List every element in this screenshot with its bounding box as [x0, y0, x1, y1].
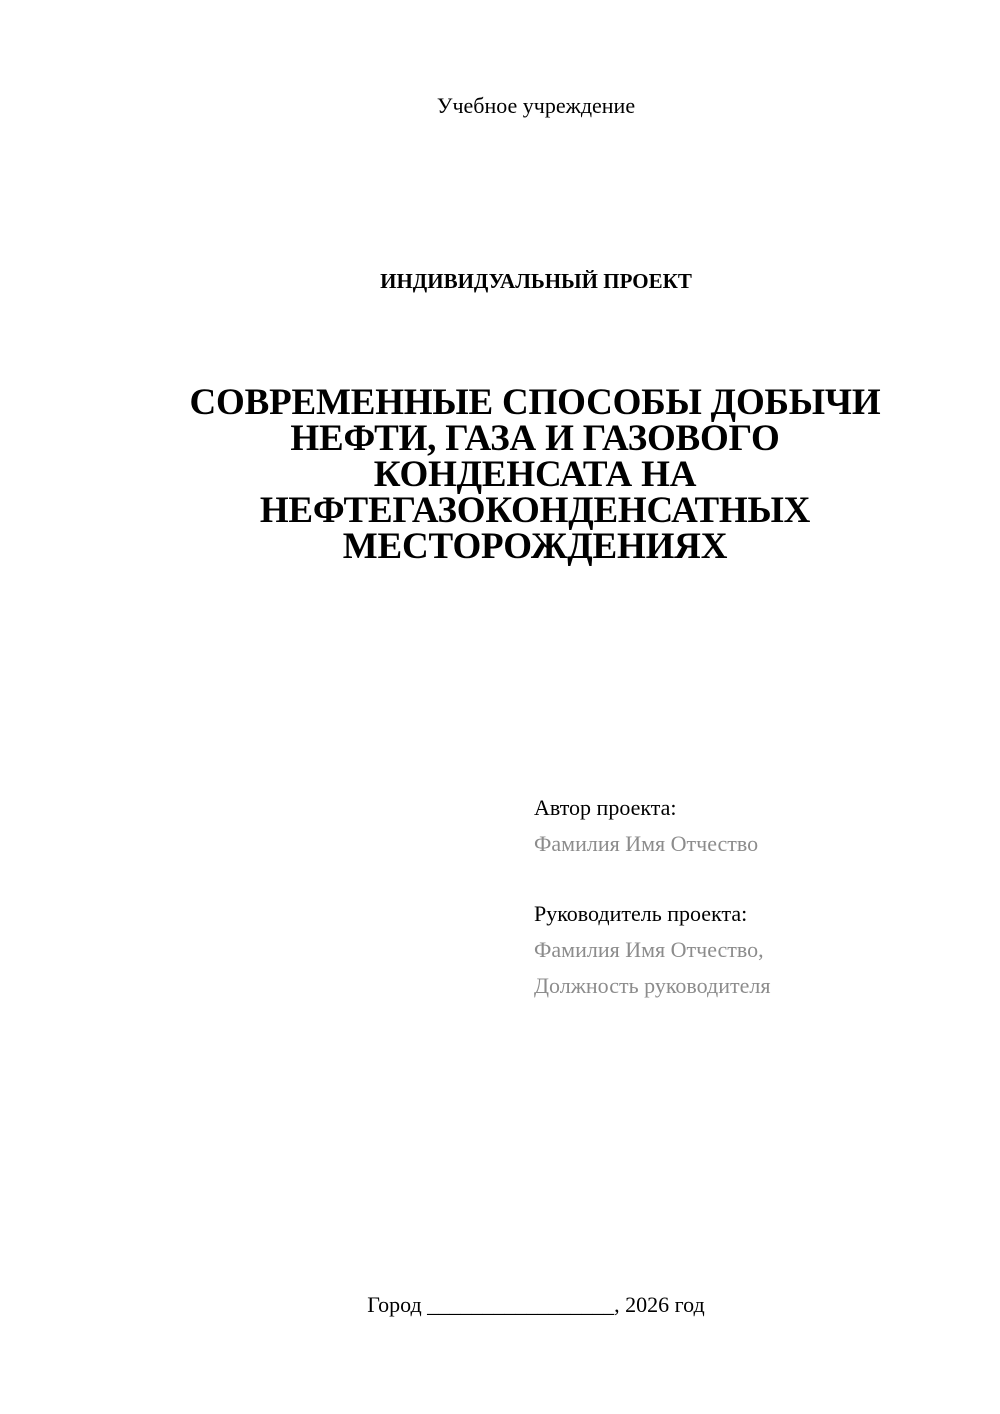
supervisor-position: Должность руководителя	[534, 973, 771, 998]
project-title-line: НЕФТИ, ГАЗА И ГАЗОВОГО	[290, 418, 780, 459]
project-type-heading: ИНДИВИДУАЛЬНЫЙ ПРОЕКТ	[380, 269, 692, 293]
supervisor-name: Фамилия Имя Отчество,	[534, 937, 764, 962]
info-spacer	[534, 862, 974, 896]
project-title-line: СОВРЕМЕННЫЕ СПОСОБЫ ДОБЫЧИ	[189, 382, 881, 423]
institution-name: Учебное учреждение	[436, 93, 636, 118]
author-label: Автор проекта:	[534, 795, 677, 820]
project-info-block	[534, 790, 974, 1004]
project-title-line: КОНДЕНСАТА НА	[373, 454, 697, 495]
city-year-footer: Город _________________, 2026 год	[367, 1292, 705, 1317]
project-title-line: НЕФТЕГАЗОКОНДЕНСАТНЫХ	[259, 490, 811, 531]
project-title	[150, 382, 920, 567]
supervisor-label: Руководитель проекта:	[534, 901, 748, 926]
author-name: Фамилия Имя Отчество	[534, 831, 759, 856]
project-title-line: МЕСТОРОЖДЕНИЯХ	[342, 526, 728, 567]
